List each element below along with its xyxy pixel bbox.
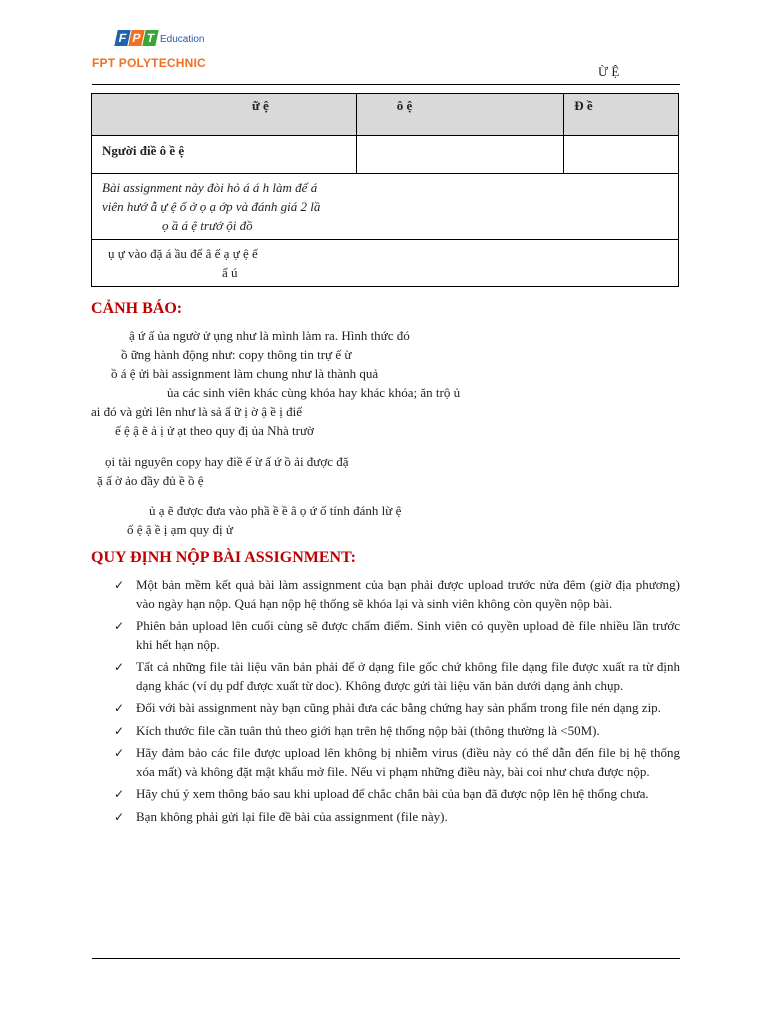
list-item	[112, 576, 680, 613]
header-divider	[92, 84, 680, 85]
list-item	[112, 617, 680, 654]
author-label: Người điề ô ề ệ	[102, 143, 185, 158]
checkmark-icon: ✓	[114, 723, 125, 738]
warning-paragraph	[91, 326, 681, 440]
checkmark-icon: ✓	[114, 619, 125, 633]
rule-text: Đối với bài assignment này bạn cũng phải đưa các bằng chứng hay sản phẩm trong file nén dạng zip.	[136, 700, 661, 715]
warning-line: ế ệ ậ ẽ ả ị ử ạt theo quy đị ủa Nhà trườ	[115, 423, 314, 438]
rule-text: Hãy chú ý xem thông báo sau khi upload để chắc chắn bài của bạn đã được nộp lên hệ thống chưa.	[136, 786, 649, 801]
submission-rules-heading: QUY ĐỊNH NỘP BÀI ASSIGNMENT:	[91, 549, 356, 566]
list-item	[112, 658, 680, 695]
objective-line: ụ ự vào đặ á ầu để â ế ạ ự ệ ế	[108, 246, 258, 261]
rule-text: Một bản mềm kết quả bài làm assignment của bạn phải được upload trước nửa đêm (giờ địa phương) vào ngày hạn nộp. Quá hạn nộp hệ thống sẽ khóa lại và sinh viên không còn quyền nộp bài.	[136, 577, 680, 611]
checkmark-icon: ✓	[114, 660, 125, 674]
table-cell	[564, 136, 679, 174]
objective-cell	[92, 240, 679, 287]
logo-education-text: Education	[160, 34, 205, 45]
logo-letter-t: T	[142, 30, 158, 46]
table-cell	[564, 94, 679, 136]
description-line: Bài assignment này đòi hỏ á á h làm để á	[102, 180, 318, 195]
warning-line: ố ệ ậ ề ị ạm quy đị ử	[127, 522, 233, 537]
warning-line: ậ ứ ấ ủa ngườ ử ụng như là mình làm ra. Hình thức đó	[129, 328, 410, 343]
warning-line: ồ á ệ ửi bài assignment làm chung như là thành quả	[111, 366, 379, 381]
logo-letter-p: P	[128, 30, 144, 46]
warning-line: ặ ấ ờ ảo đầy đủ ề ồ ệ	[97, 473, 204, 488]
table-cell	[92, 136, 357, 174]
list-item	[112, 808, 680, 827]
fpt-logo-mark	[116, 30, 158, 50]
list-item	[112, 785, 680, 804]
checkmark-icon: ✓	[114, 809, 125, 824]
warning-paragraph	[91, 501, 681, 539]
list-item	[112, 722, 680, 741]
warning-line: ai đó và gửi lên như là sả ẩ ữ ị ờ ậ ề ị điể	[91, 404, 303, 419]
table-cell	[356, 136, 564, 174]
rule-text: Hãy đảm bảo các file được upload lên không bị nhiễm virus (điều này có thể dẫn đến file bị hệ thống xóa mất) và không đặt mật khẩu mở file. Nếu vi phạm những điều này, bài coi như chưa được nộp.	[136, 745, 680, 779]
warning-heading: CẢNH BÁO:	[91, 300, 183, 317]
table-row	[92, 136, 679, 174]
description-line: viên hướ ẫ ự ệ ố ở ọ ạ ớp và đánh giá 2 lầ	[102, 199, 321, 214]
list-item	[112, 699, 680, 718]
header-cell-title: Đ ề	[574, 98, 593, 113]
list-item	[112, 744, 680, 781]
table-row	[92, 240, 679, 287]
rule-text: Bạn không phải gửi lại file đề bài của assignment (file này).	[136, 808, 448, 824]
rule-text: Tất cả những file tài liệu văn bản phải để ở dạng file gốc chứ không file dạng file được xuất ra từ định dạng khác (ví dụ pdf được xuất từ doc). Không được gửi tài liệu văn bản dưới dạng ảnh chụp.	[136, 659, 680, 693]
assignment-info-table	[91, 93, 679, 287]
checkmark-icon: ✓	[114, 578, 125, 592]
table-header-row	[92, 94, 679, 136]
warning-paragraph	[91, 452, 681, 490]
warning-line: ủa các sinh viên khác cùng khóa hay khác khóa; ăn trộ ủ	[167, 385, 461, 400]
description-line: ọ ầ á ệ trướ ội đồ	[162, 218, 253, 233]
checkmark-icon: ✓	[114, 746, 125, 760]
table-cell	[92, 94, 357, 136]
description-cell	[92, 174, 679, 240]
document-code: Ừ Ệ	[598, 64, 620, 79]
checkmark-icon: ✓	[114, 787, 125, 801]
fpt-polytechnic-logo	[92, 28, 242, 78]
warning-line: ồ ững hành động như: copy thông tin trự ế ừ	[121, 347, 352, 362]
objective-line: ẩ ú	[222, 265, 238, 280]
header-cell-subject: ữ ệ	[252, 98, 269, 113]
footer-divider	[92, 958, 680, 959]
rule-text: Kích thước file cần tuân thủ theo giới hạn trên hệ thống nộp bài (thông thường là <50M).	[136, 722, 600, 738]
header-cell-code: ô ệ	[396, 98, 413, 113]
checkmark-icon: ✓	[114, 701, 125, 715]
logo-letter-f: F	[114, 30, 130, 46]
warning-line: ọi tài nguyên copy hay điề ế ừ ấ ứ ồ ải được đặ	[105, 454, 349, 469]
table-cell	[356, 94, 564, 136]
warning-line: ủ ạ ẽ được đưa vào phầ ề ề â ọ ứ ố tính đánh lừ ệ	[149, 503, 402, 518]
submission-rules-list	[112, 576, 680, 830]
logo-polytechnic-text: FPT POLYTECHNIC	[92, 56, 206, 70]
rule-text: Phiên bản upload lên cuối cùng sẽ được chấm điểm. Sinh viên có quyền upload đè file nhiều lần trước khi hết hạn nộp.	[136, 618, 680, 652]
table-row	[92, 174, 679, 240]
